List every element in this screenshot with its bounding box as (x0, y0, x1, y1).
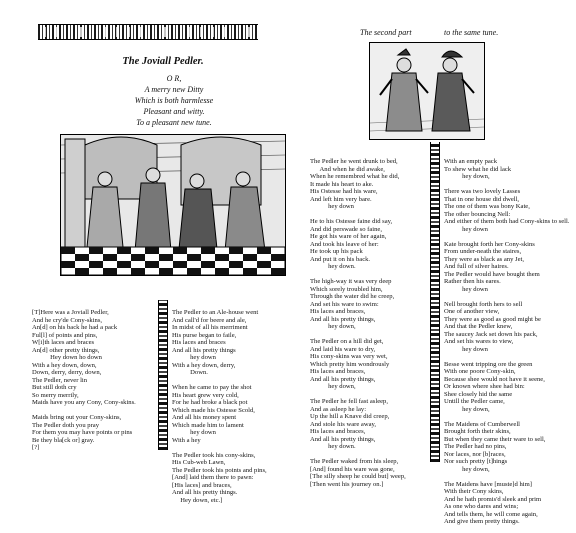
verse-column-1: [T]Here was a Joviall Pedler, And he cry'de Cony-skins, An[d] on his back he had a pack Ful[l] of points and pins, W[i]th laces and braces An[d] other pretty things, Hey down ho down With a hey down, down, Down, derry, derry, down, The Pedler, never lin But still doth cry So merry merrily, Maids have you any Cony, Cony-skins. Maids bring out your Cony-skins, The Pedler doth you pray For them you may have points or pins Be they bla[ck or] gray. [?] (32, 309, 136, 451)
column-divider-left (158, 300, 168, 450)
top-ornament-band-left (38, 24, 258, 40)
second-part-heading-right: to the same tune. (444, 28, 499, 37)
column-divider-right (430, 142, 440, 462)
verse-column-2: The Pedler to an Ale-house went And call'd for beere and ale, In midst of all his merriment His purse began to faile, His laces and braces And all his pretty things hey down With a hey down, derry, Down. When he came to pay the shot His heart grew very cold, For he had broke a black pot Which made his Ostesse Scold, And all his money spent Which made him to lament hey down With a hey The Pedler took his cony-skins, His Cub-web Lawn, The Pedler took his points and pins, [And] laid them there to pawn: [His laces] and braces, And all his pretty things. Hey down, etc.] (172, 309, 267, 504)
ballad-subtitle: O R, A merry new Ditty Which is both harmlesse Pleasant and witty. To a pleasant new tune. (134, 74, 214, 127)
second-part-heading-left: The second part (360, 28, 412, 37)
verse-column-4: With an empty pack To shew what he did lack hey down, There was two lovely Lasses That in one house did dwell, The one of them was bony Kate, The other bouncing Nell: And either of them both had Cony-skins to sell. hey down Kate brought forth her Cony-skins From under-neath the staires, They were as black as any Jet, And full of silver haires. The Pedler would have bought them Rather then his eares. hey down Nell brought forth hers to sell One of another view, They were as good as good might be And that the Pedler knew, The saucey Jack set down his pack, And set his wares to view, hey down Besse went tripping ore the green With one poore Cony-skin, Because shee would not have it seene, Or known where shee had bin: Shee closely hid the same Untill the Pedler came, hey down, The Maidens of Cumberwell Brought forth their skins, But when they came their ware to sell, The Pedler had no pins, Nor laces, nor [b]races, Nor such pretty [t]hings hey down, The Maidens have [muste]d him] With their Cony skins, And he hath promis'd sleek and prim As one who dares and wins; And tells them, he will come again, And give them pretty things. (444, 158, 570, 525)
woodcut-shop-scene (60, 134, 286, 276)
verse-column-3: The Pedler he went drunk to bed, And when he did awake, When he remembred what he did, It made his heart to ake. His Ostesse had his ware, And left him very bare. hey down He to his Ostesse faine did say, And did perswade so faine, He got his ware of her again, And took his leave of her: He took up his pack And put it on his back. hey down. The high-way it was very deep Which sorely troubled him, Through the water did he creep, And set his ware to swim: His laces and braces, And all his pretty things, hey down, The Pedler on a hill did get, And laid his ware to dry, His cony-skins was very wet, Which pretty him wondrously His laces and braces, And all his pretty things, hey down, The Pedler he fell fast asleep, And as asleep he lay: Up the hill a Knave did creep, And stole his ware away, His laces and braces, And all his pretty things, hey down. The Pedler waked from his sleep, [And] found his ware was gone, [The silly sheep he could but] weep, [Then went his journey on.] (310, 158, 406, 488)
woodcut-two-figures (369, 42, 485, 140)
ballad-title: The Joviall Pedler. (122, 56, 204, 67)
